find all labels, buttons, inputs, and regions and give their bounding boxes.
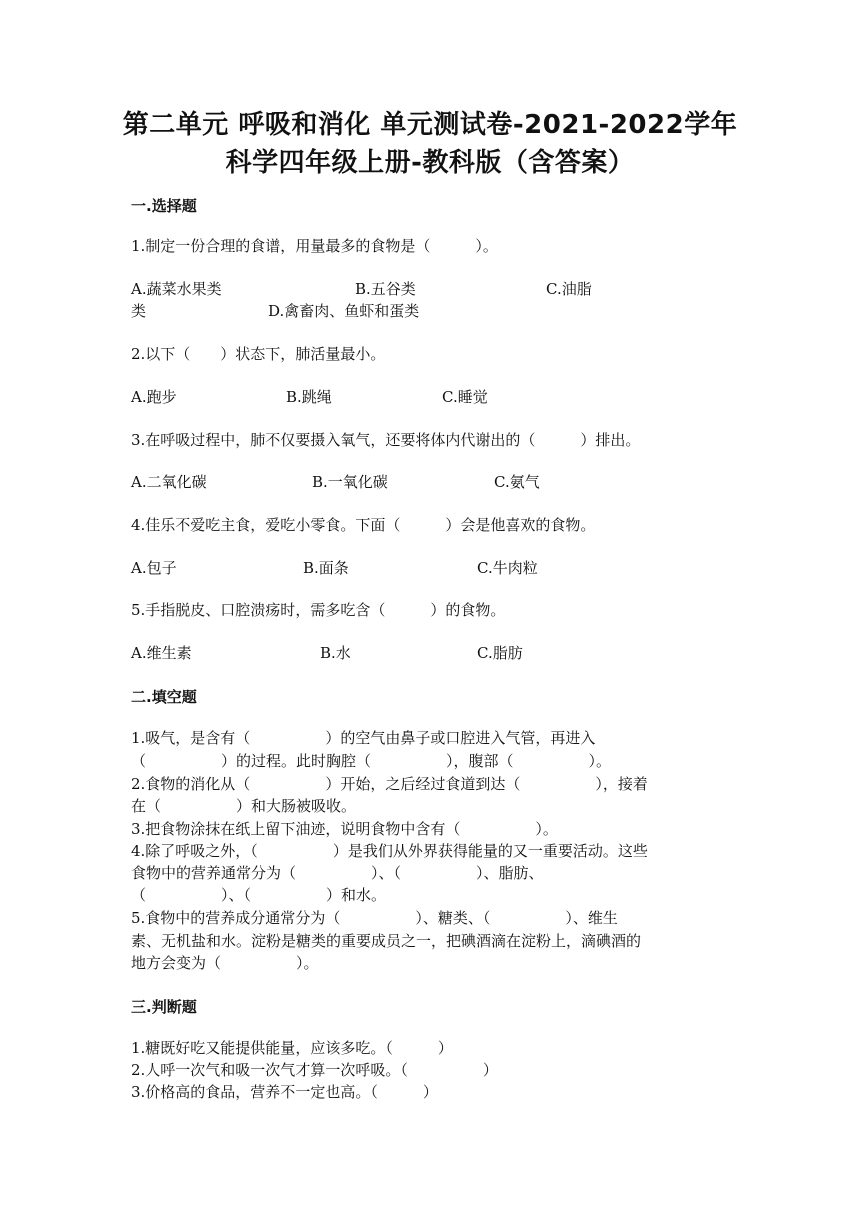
section-fill-heading: 二.填空题 <box>131 688 197 706</box>
fill-line-11: 地方会变为（ ）。 <box>131 954 319 972</box>
choice-q3-option-a: A.二氧化碳 <box>131 473 207 491</box>
title-line-1: 第二单元 呼吸和消化 单元测试卷-2021-2022学年 <box>122 110 738 140</box>
fill-line-1: 1.吸气，是含有（ ）的空气由鼻子或口腔进入气管，再进入 <box>131 729 596 747</box>
fill-line-5: 3.把食物涂抹在纸上留下油迹，说明食物中含有（ ）。 <box>131 820 558 838</box>
judge-line-1: 1.糖既好吃又能提供能量，应该多吃。（ ） <box>131 1039 453 1057</box>
choice-q4-option-b: B.面条 <box>303 559 349 577</box>
fill-line-7: 食物中的营养通常分为（ ）、（ ）、脂肪、 <box>131 864 544 882</box>
judge-line-2: 2.人呼一次气和吸一次气才算一次呼吸。（ ） <box>131 1061 498 1079</box>
fill-line-10: 素、无机盐和水。淀粉是糖类的重要成员之一，把碘酒滴在淀粉上，滴碘酒的 <box>131 932 642 950</box>
fill-line-8: （ ）、（ ）和水。 <box>131 886 387 904</box>
choice-q2: 2.以下（ ）状态下，肺活量最小。 <box>131 345 386 363</box>
choice-q1-option-c-cont: 类 <box>131 302 147 320</box>
choice-q1-option-d: D.禽畜肉、鱼虾和蛋类 <box>268 302 420 320</box>
section-choice-heading: 一.选择题 <box>131 197 197 215</box>
choice-q2-option-a: A.跑步 <box>131 388 177 406</box>
choice-q4: 4.佳乐不爱吃主食，爱吃小零食。下面（ ）会是他喜欢的食物。 <box>131 516 596 534</box>
judge-line-3: 3.价格高的食品，营养不一定也高。（ ） <box>131 1083 438 1101</box>
choice-q1-option-a: A.蔬菜水果类 <box>131 280 222 298</box>
choice-q5-option-c: C.脂肪 <box>477 644 523 662</box>
fill-line-3: 2.食物的消化从（ ）开始，之后经过食道到达（ ），接着 <box>131 775 648 793</box>
choice-q1-option-c: C.油脂 <box>546 280 592 298</box>
choice-q3-option-c: C.氨气 <box>494 473 540 491</box>
fill-line-2: （ ）的过程。此时胸腔（ ），腹部（ ）。 <box>131 752 612 770</box>
choice-q4-option-c: C.牛肉粒 <box>477 559 538 577</box>
choice-q1-option-b: B.五谷类 <box>355 280 416 298</box>
choice-q3: 3.在呼吸过程中，肺不仅要摄入氧气，还要将体内代谢出的（ ）排出。 <box>131 431 641 449</box>
choice-q5: 5.手指脱皮、口腔溃疡时，需多吃含（ ）的食物。 <box>131 601 506 619</box>
title-line-2: 科学四年级上册-教科版（含答案） <box>225 148 635 178</box>
choice-q1: 1.制定一份合理的食谱，用量最多的食物是（ ）。 <box>131 237 498 255</box>
fill-line-6: 4.除了呼吸之外，（ ）是我们从外界获得能量的又一重要活动。这些 <box>131 842 648 860</box>
fill-line-9: 5.食物中的营养成分通常分为（ ）、糖类、（ ）、维生 <box>131 909 618 927</box>
choice-q3-option-b: B.一氧化碳 <box>312 473 388 491</box>
fill-line-4: 在（ ）和大肠被吸收。 <box>131 797 357 815</box>
choice-q2-option-c: C.睡觉 <box>442 388 488 406</box>
section-judge-heading: 三.判断题 <box>131 998 197 1016</box>
choice-q2-option-b: B.跳绳 <box>286 388 332 406</box>
choice-q4-option-a: A.包子 <box>131 559 177 577</box>
choice-q5-option-a: A.维生素 <box>131 644 192 662</box>
choice-q5-option-b: B.水 <box>320 644 351 662</box>
